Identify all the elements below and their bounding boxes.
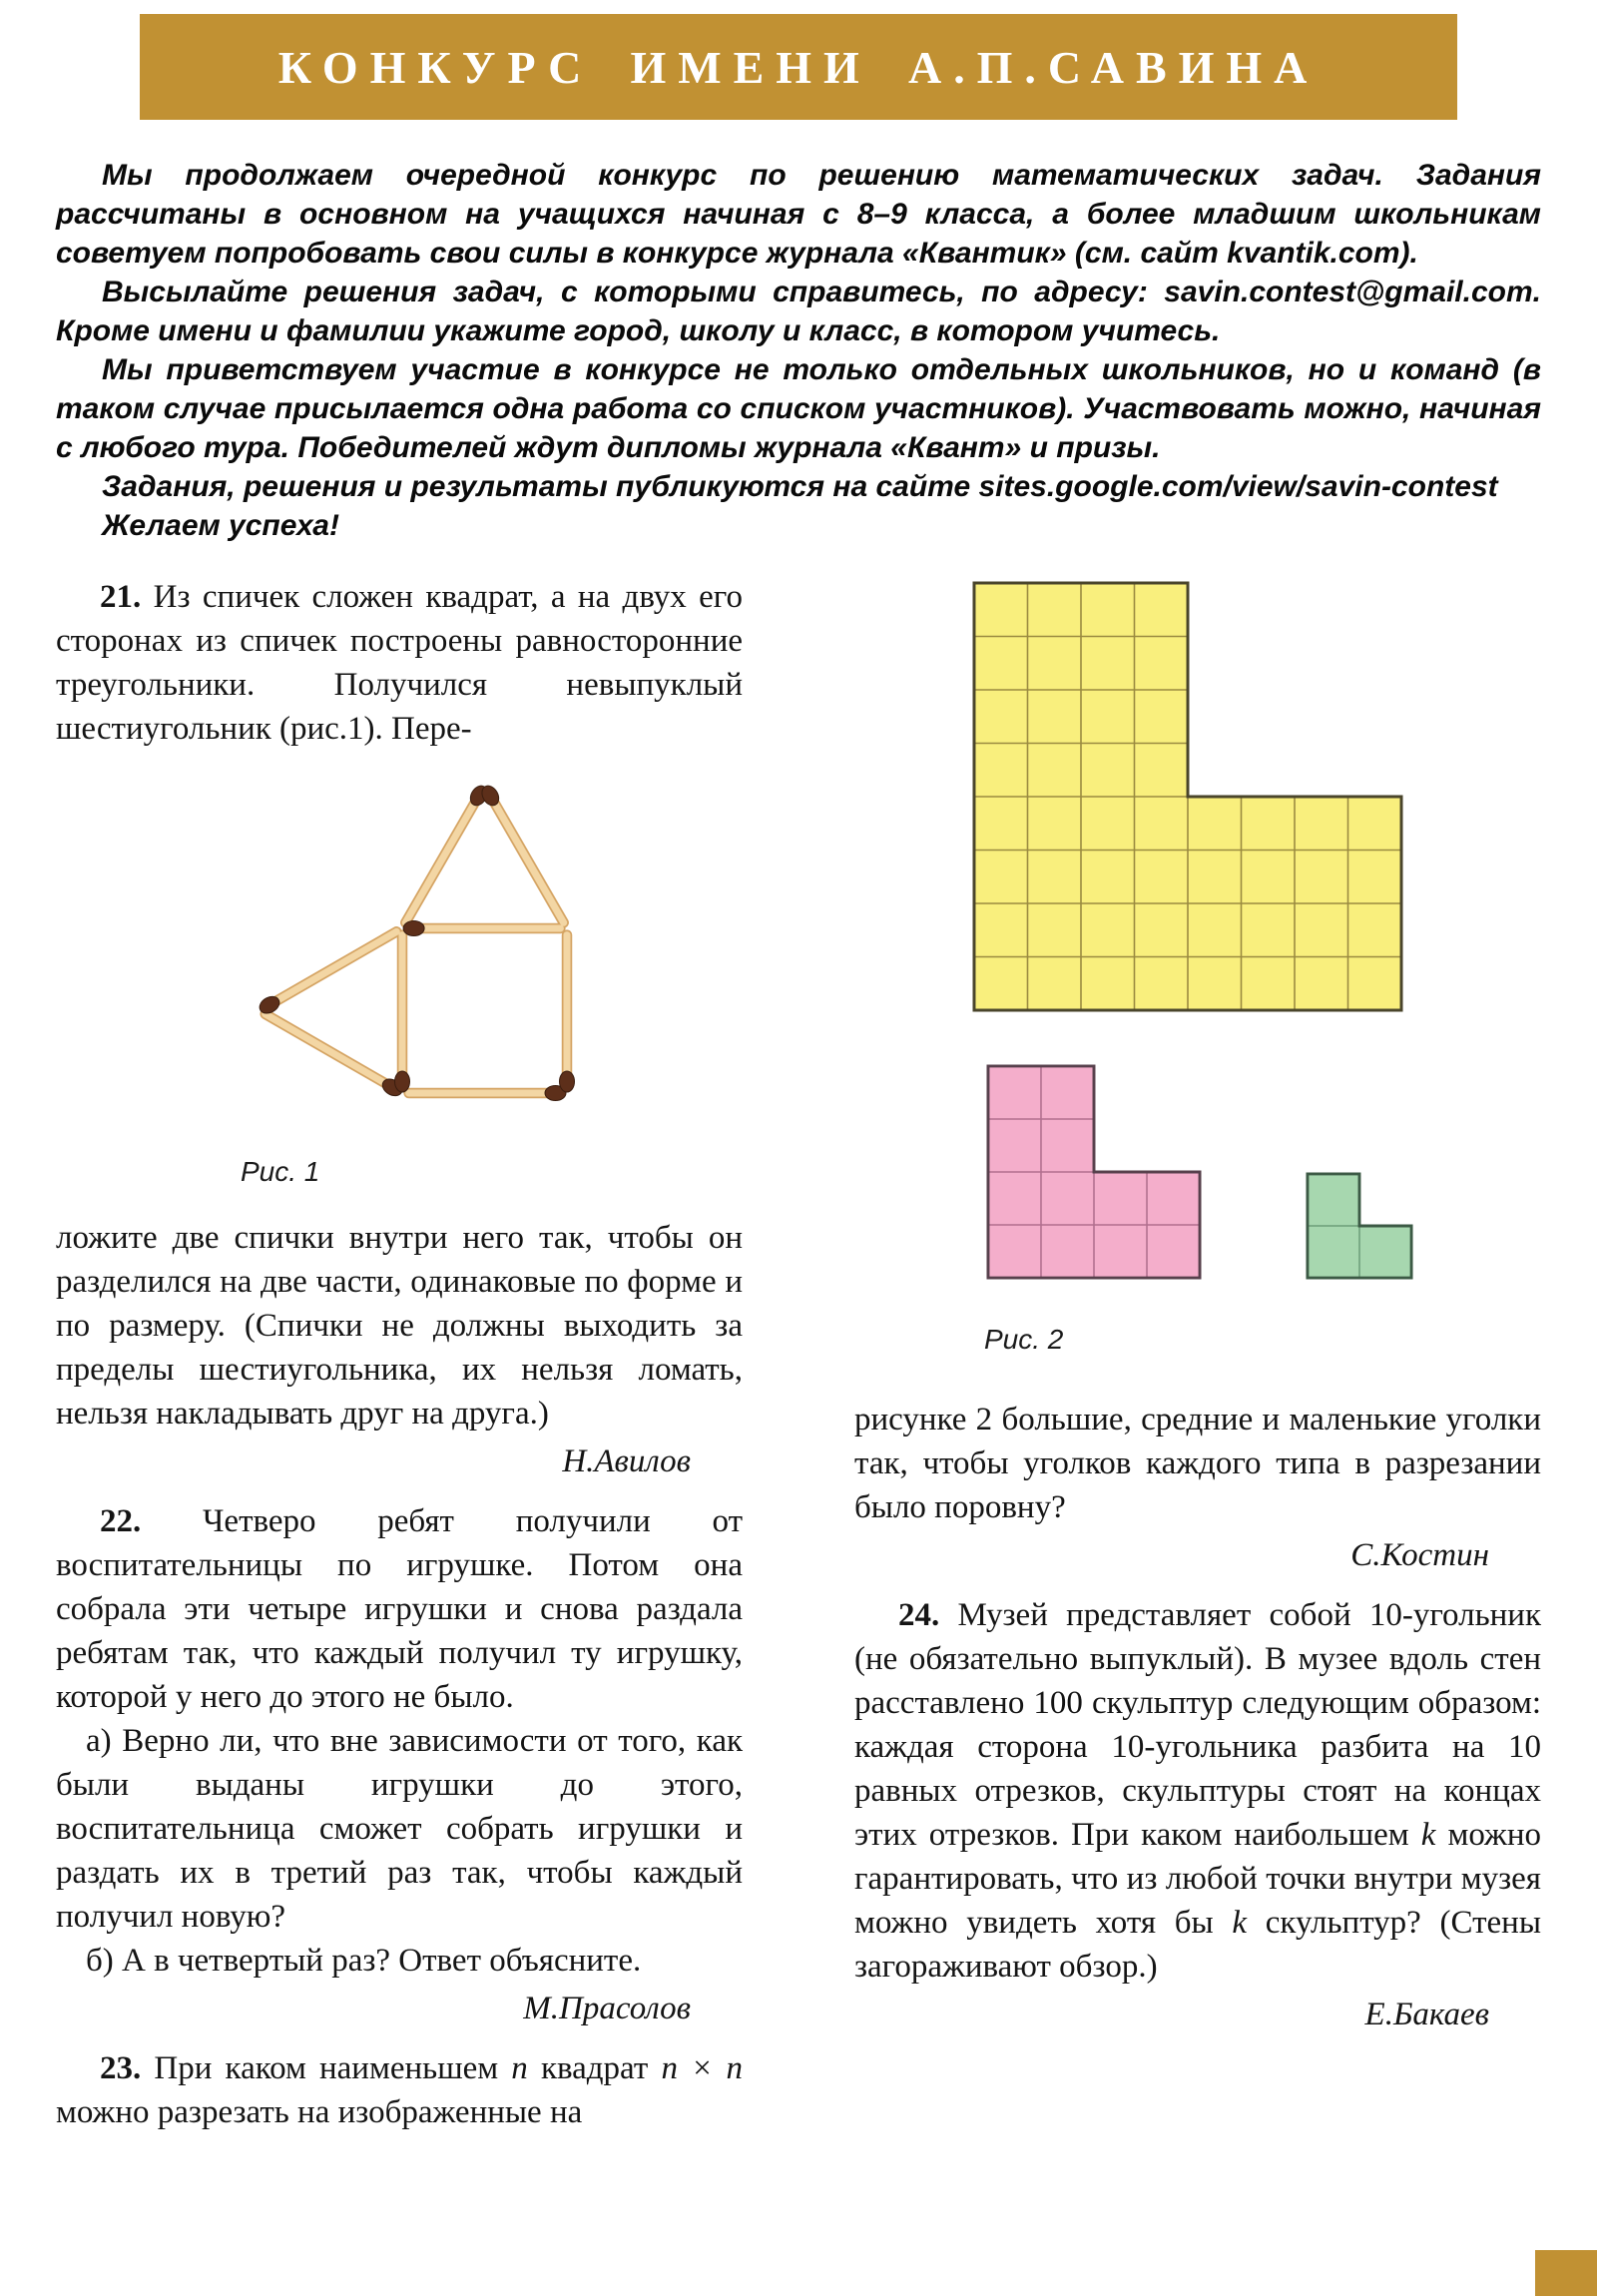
section-title: КОНКУРС ИМЕНИ А.П.САВИНА (277, 41, 1320, 93)
intro-site-line: Задания, решения и результаты публикуются на сайте sites.google.com/view/savin-contest (102, 470, 1498, 503)
matchstick-heads (257, 783, 574, 1100)
intro-paragraph-3: Мы приветствуем участие в конкурсе не только отдельных школьников, но и команд (в таком случае присылается одна работа со списком участников). Участвовать можно, начиная с любого тура. Победителей ждут дипломы журнала «Квант» и призы. (56, 353, 1541, 464)
figure-2-caption: Рис. 2 (984, 1324, 1064, 1355)
right-column (854, 575, 1541, 2134)
problem-23-number: 23. (100, 2050, 142, 2086)
problem-24-var-k-1: k (1420, 1817, 1436, 1853)
problem-24-body-2: можно гарантировать, что из любой точки внутри музея можно увидеть хотя бы (854, 1817, 1541, 1941)
section-banner (140, 14, 1457, 120)
problem-22-body: Четверо ребят получили от воспитательницы по игрушке. Потом она собрала эти четыре игрушки и снова раздала ребятам так, что каждый получил ту игрушку, которой у него до этого не было. (56, 1503, 743, 1715)
problem-23-expr-nxn: n × n (661, 2050, 744, 2086)
figure-2-small-pieces (986, 1064, 1541, 1292)
figure-1-matchsticks (168, 769, 637, 1130)
problem-21-body: Из спичек сложен квадрат, а на двух его сторонах из спичек построены равносторонние треугольники. Получился невыпуклый шестиугольник (рис.1). Пере- (56, 579, 744, 747)
problem-22-item-a: а) Верно ли, что вне зависимости от того, как были выданы игрушки до этого, воспитательница сможет собрать игрушки и раздать их в третий раз так, чтобы каждый получил новую? (56, 1723, 743, 1935)
intro-paragraph-1: Мы продолжаем очередной конкурс по решению математических задач. Задания рассчитаны в основном на учащихся начиная с 8–9 класса, а более младшим школьникам советуем попробовать свои силы в конкурсе журнала «Квантик» (см. сайт kvantik.com). (56, 159, 1541, 270)
problem-24-body-3: скульптур? (Стены загораживают обзор.) (854, 1905, 1541, 1985)
figure-2-middle-corner (986, 1064, 1202, 1292)
matchstick-bodies (266, 792, 567, 1093)
problem-23-body-2: квадрат (527, 2050, 662, 2086)
figure-1-caption: Рис. 1 (241, 1156, 320, 1187)
figure-1 (168, 769, 637, 1142)
problem-24-var-k-2: k (1232, 1905, 1248, 1941)
problem-21-author: Н.Авилов (562, 1443, 691, 1479)
problem-23-text-cont: рисунке 2 большие, средние и маленькие уголки так, чтобы уголков каждого типа в разрезании было поровну? (854, 1402, 1541, 1525)
problem-23-body-1: При каком наименьшем (154, 2050, 512, 2086)
page-corner-marker (1535, 2250, 1597, 2296)
intro-block (56, 156, 1541, 545)
problem-24-number: 24. (898, 1597, 940, 1633)
problem-23-text-start (56, 2046, 743, 2134)
problem-23-author: С.Костин (1350, 1537, 1489, 1573)
problem-24-author: Е.Бакаев (1364, 1997, 1489, 2032)
intro-wish-line: Желаем успеха! (102, 509, 339, 542)
problem-22-item-b: б) А в четвертый раз? Ответ объясните. (86, 1943, 642, 1979)
problem-23-body-3: можно разрезать на изображенные на (56, 2094, 583, 2130)
problem-24-text (854, 1593, 1541, 1989)
problem-22-text (56, 1499, 743, 1719)
problem-21-number: 21. (100, 579, 142, 615)
problem-21-text-start (56, 575, 743, 751)
problem-22-author: М.Прасолов (523, 1991, 691, 2026)
problem-23-var-n: n (511, 2050, 528, 2086)
problem-22-number: 22. (100, 1503, 142, 1539)
left-column (56, 575, 743, 2134)
matchstick-outlines (266, 792, 567, 1093)
content-columns (56, 575, 1541, 2134)
problem-21-text-cont: ложите две спички внутри него так, чтобы он разделился на две части, одинаковые по форме и по размеру. (Спички не должны выходить за пределы шестиугольника, их нельзя ломать, нельзя накладывать друг на друга.) (56, 1220, 743, 1432)
figure-2-large-corner (972, 581, 1541, 1024)
figure-2-small-corner (1306, 1172, 1413, 1292)
problem-24-body-1: Музей представляет собой 10-угольник (не обязательно выпуклый). В музее вдоль стен расставлено 100 скульптур следующим образом: каждая сторона 10-угольника разбита на 10 равных отрезков, скульптуры стоят на концах этих отрезков. При каком наибольшем (854, 1597, 1541, 1853)
intro-paragraph-2: Высылайте решения задач, с которыми справитесь, по адресу: savin.contest@gmail.com. Кроме имени и фамилии укажите город, школу и класс, в котором учитесь. (56, 276, 1541, 347)
